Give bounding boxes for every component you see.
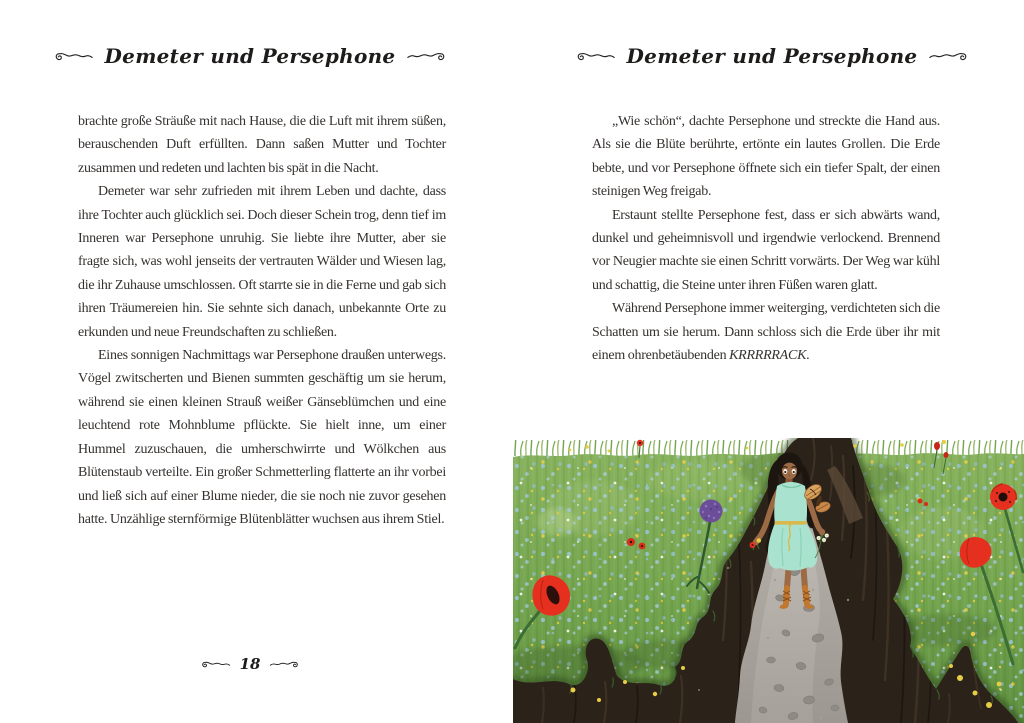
paragraph: Erstaunt stellte Persephone fest, dass er sich abwärts wand, dunkel und geheimnisvoll und irgendwie verlockend. Brennend vor Neugier machte sie einen Schritt vorwärts. Der Weg war kühl und schattig, die Steine unter ihren Füßen waren glatt. (592, 207, 940, 293)
chapter-header-right (587, 44, 957, 68)
swirl-flourish-icon (406, 50, 446, 63)
story-text-right (592, 110, 940, 367)
paragraph: „Wie schön“, dachte Persephone und streckte die Hand aus. Als sie die Blüte berührte, ertönte ein lautes Grollen. Die Erde bebte, und vor Persephone öffnete sich ein tiefer Spalt, der einen steinigen Weg freigab. (592, 114, 940, 200)
page-number: 18 (239, 655, 261, 673)
sound-effect-text: KRRRRRACK (729, 348, 807, 364)
swirl-flourish-icon (269, 659, 299, 670)
chapter-header-left (55, 44, 445, 68)
paragraph: Eines sonnigen Nachmittags war Persephone draußen unterwegs. Vögel zwitscherten und Bienen summten geschäftig um sie herum, während sie einen kleinen Strauß weißer Gänseblümchen und eine leuchtend rote Mohnblume pflückte. Sie hielt inne, um einer Hummel zuzuschauen, die umherschwirrte und Wölkchen aus Blütenstaub verteilte. Ein großer Schmetterling flatterte an ihr vorbei und ließ sich auf einer Blume nieder, die sie noch nie zuvor gesehen hatte. Unzählige sternförmige Blütenblätter wuchsen aus ihrem Stiel. (78, 348, 446, 527)
paragraph: brachte große Sträuße mit nach Hause, die die Luft mit ihrem süßen, berauschenden Duft erfüllten. Dann saßen Mutter und Tochter zusammen und redeten und lachten bis spät in die Nacht. (78, 114, 446, 176)
page-right (512, 0, 1024, 723)
paragraph: Während Persephone immer weiterging, verdichteten sich die Schatten um sie herum. Dann schloss sich die Erde über ihr mit einem ohrenbetäubenden KRRRRRACK. (592, 301, 940, 364)
story-illustration (513, 438, 1024, 723)
chapter-title: Demeter und Persephone (104, 44, 396, 68)
story-text-left (78, 110, 446, 531)
swirl-flourish-icon (576, 50, 616, 63)
swirl-flourish-icon (54, 50, 94, 63)
swirl-flourish-icon (201, 659, 231, 670)
chapter-title: Demeter und Persephone (626, 44, 918, 68)
swirl-flourish-icon (928, 50, 968, 63)
page-number-footer (55, 655, 445, 673)
paragraph: Demeter war sehr zufrieden mit ihrem Leben und dachte, dass ihre Tochter auch glücklich sei. Doch dieser Schein trog, denn tief im Inneren war Persephone unruhig. Sie liebte ihre Mutter, aber sie fragte sich, was wohl jenseits der vertrauten Wälder und Wiesen lag, die ihr Zuhause umschlossen. Oft starrte sie in die Ferne und gab sich ihren Träumereien hin. Sie sehnte sich danach, unbekannte Orte zu erkunden und neue Freundschaften zu schließen. (78, 184, 446, 340)
